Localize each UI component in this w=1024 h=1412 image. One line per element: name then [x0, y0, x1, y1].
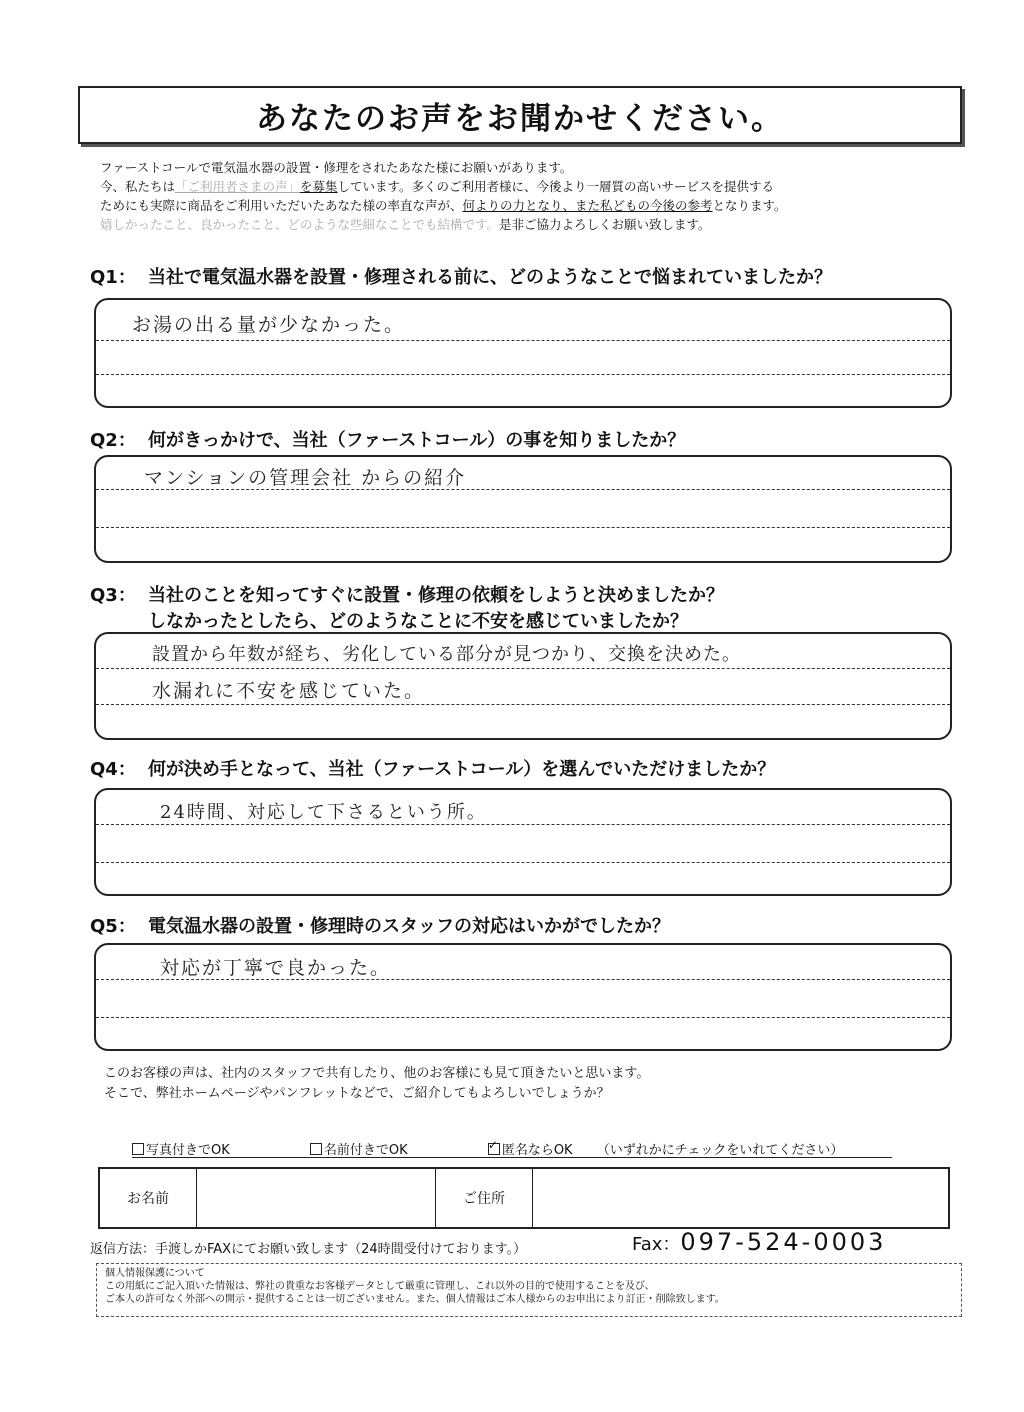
answer-2-line-1: マンションの管理会社 からの紹介 [144, 467, 467, 489]
question-1: Q1： 当社で電気温水器を設置・修理される前に、どのようなことで悩まれていましたか？ [90, 267, 832, 288]
address-label: ご住所 [436, 1169, 533, 1227]
answer-3-line-2: 水漏れに不安を感じていた。 [152, 680, 426, 702]
answer-box-1[interactable] [94, 298, 952, 408]
answer-1-line-1: お湯の出る量が少なかった。 [132, 314, 406, 336]
answer-box-3[interactable] [94, 632, 952, 740]
privacy-line-2: ご本人の許可なく外部への開示・提供することは一切ございません。また、個人情報はご本人様からのお申出により訂正・削除致します。 [105, 1294, 725, 1305]
checkbox-anonymous[interactable] [488, 1143, 500, 1155]
checkbox-photo[interactable] [132, 1143, 144, 1155]
intro-line-1: ファーストコールで電気温水器の設置・修理をされたあなた様にお願いがあります。 [100, 160, 573, 175]
intro-line-2: 今、私たちは「ご利用者さまの声」を募集しています。多くのご利用者様に、今後より一層質の高いサービスを提供する [100, 179, 775, 194]
option-photo[interactable]: 写真付きでOK [132, 1139, 230, 1158]
consent-text [104, 1064, 649, 1104]
return-method: 返信方法：手渡しかFAXにてお願い致します（24時間受付けております。） [90, 1242, 527, 1257]
question-5: Q5： 電気温水器の設置・修理時のスタッフの対応はいかがでしたか？ [90, 916, 670, 937]
answer-3-line-1: 設置から年数が経ち、劣化している部分が見つかり、交換を決めた。 [152, 644, 741, 665]
fax-number: Fax：097-524-0003 [632, 1228, 887, 1256]
address-field[interactable] [533, 1169, 948, 1227]
checkbox-note: （いずれかにチェックをいれてください） [596, 1143, 844, 1158]
consent-line-2: そこで、弊社ホームページやパンフレットなどで、ご紹介してもよろしいでしょうか？ [104, 1086, 610, 1101]
consent-line-1: このお客様の声は、社内のスタッフで共有したり、他のお客様にも見て頂きたいと思います。 [104, 1066, 650, 1081]
title-box [78, 86, 962, 144]
option-anonymous[interactable]: ✓ 匿名ならOK [488, 1139, 573, 1158]
checkbox-name[interactable] [310, 1143, 322, 1155]
privacy-notice [96, 1263, 962, 1317]
answer-4-line-1: 24時間、対応して下さるという所。 [160, 802, 487, 823]
intro-line-3: ためにも実際に商品をご利用いただいたあなた様の率直な声が、何よりの力となり、また私どもの今後の参考となります。 [100, 198, 787, 213]
name-label: お名前 [100, 1169, 197, 1227]
intro-text [100, 158, 960, 234]
page-title: あなたのお声をお聞かせください。 [256, 100, 784, 137]
question-4: Q4： 何が決め手となって、当社（ファーストコール）を選んでいただけましたか？ [90, 759, 776, 780]
option-name[interactable]: 名前付きでOK [310, 1139, 408, 1158]
question-3: Q3： 当社のことを知ってすぐに設置・修理の依頼をしようと決めましたか？ しなかったとしたら、どのようなことに不安を感じていましたか？ [90, 585, 724, 632]
question-2: Q2： 何がきっかけで、当社（ファーストコール）の事を知りましたか？ [90, 430, 686, 451]
answer-box-2[interactable] [94, 455, 952, 563]
privacy-title: 個人情報保護について [105, 1268, 205, 1279]
permission-options [132, 1139, 892, 1158]
privacy-line-1: この用紙にご記入頂いた情報は、弊社の貴重なお客様データとして厳重に管理し、これ以外の目的で使用することを及び、 [105, 1281, 655, 1292]
answer-box-4[interactable] [94, 788, 952, 896]
answer-5-line-1: 対応が丁寧で良かった。 [160, 957, 392, 979]
question-3-line-2: しなかったとしたら、どのようなことに不安を感じていましたか？ [148, 611, 688, 632]
intro-line-4: 嬉しかったこと、良かったこと、どのような些細なことでも結構です。是非ご協力よろしくお願い致します。 [100, 217, 711, 232]
name-field[interactable] [197, 1169, 436, 1227]
answer-box-5[interactable] [94, 943, 952, 1051]
contact-form [98, 1167, 950, 1229]
